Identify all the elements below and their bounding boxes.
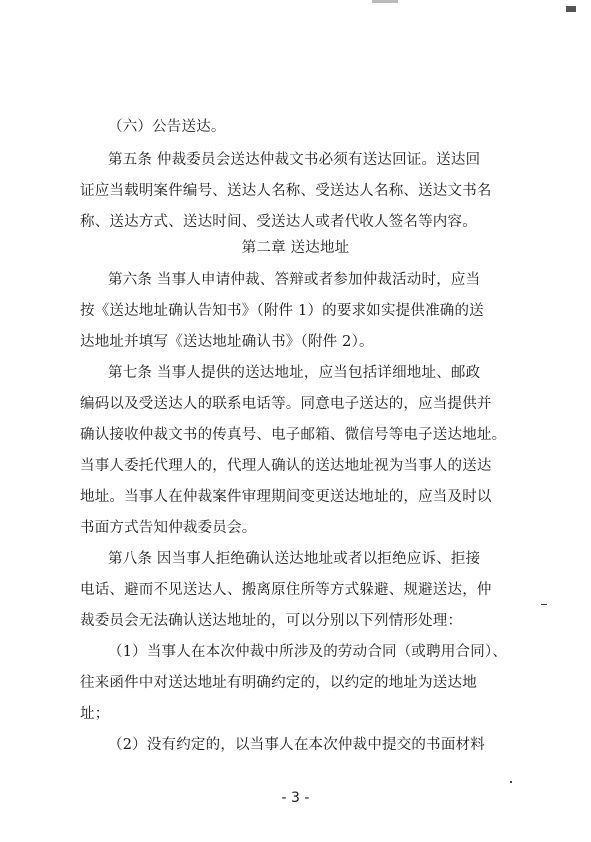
text-line-19: 往来函件中对送达地址有明确约定的，以约定的地址为送达地	[80, 675, 477, 691]
text-line-8: 达地址并填写《送达地址确认书》（附件 2）。	[80, 334, 374, 350]
text-line-7: 按《送达地址确认告知书》（附件 1）的要求如实提供准确的送	[80, 303, 484, 319]
text-line-6: 第六条 当事人申请仲裁、答辩或者参加仲裁活动时，应当	[108, 272, 481, 288]
text-line-16: 电话、避而不见送达人、搬离原住所等方式躲避、规避送达，仲	[80, 582, 492, 598]
text-line-20: 址；	[80, 706, 110, 722]
text-line-18: （1）当事人在本次仲裁中所涉及的劳动合同（或聘用合同）、	[108, 644, 508, 660]
scan-artifact	[541, 604, 547, 605]
scan-artifact	[510, 781, 512, 783]
text-line-1: （六）公告送达。	[108, 119, 226, 135]
text-line-3: 证应当载明案件编号、送达人名称、受送达人名称、送达文书名	[80, 183, 492, 199]
scan-artifact	[566, 6, 576, 12]
text-line-11: 确认接收仲裁文书的传真号、电子邮箱、微信号等电子送达地址。	[80, 427, 507, 443]
text-line-13: 地址。当事人在仲裁案件审理期间变更送达地址的，应当及时以	[80, 489, 492, 505]
text-line-14: 书面方式告知仲裁委员会。	[80, 520, 257, 536]
page-number: - 3 -	[281, 790, 310, 806]
scan-artifact	[372, 0, 398, 3]
text-line-21: （2）没有约定的，以当事人在本次仲裁中提交的书面材料	[108, 737, 485, 753]
text-line-2: 第五条 仲裁委员会送达仲裁文书必须有送达回证。送达回	[108, 152, 481, 168]
text-line-15: 第八条 因当事人拒绝确认送达地址或者以拒绝应诉、拒接	[108, 551, 481, 567]
chapter-heading: 第二章 送达地址	[241, 240, 350, 256]
text-line-12: 当事人委托代理人的，代理人确认的送达地址视为当事人的送达	[80, 458, 492, 474]
text-line-4: 称、送达方式、送达时间、受送达人或者代收人签名等内容。	[80, 214, 477, 230]
text-line-17: 裁委员会无法确认送达地址的，可以分别以下列情形处理：	[80, 613, 463, 629]
text-line-9: 第七条 当事人提供的送达地址，应当包括详细地址、邮政	[108, 365, 481, 381]
text-line-10: 编码以及受送达人的联系电话等。同意电子送达的，应当提供并	[80, 396, 492, 412]
